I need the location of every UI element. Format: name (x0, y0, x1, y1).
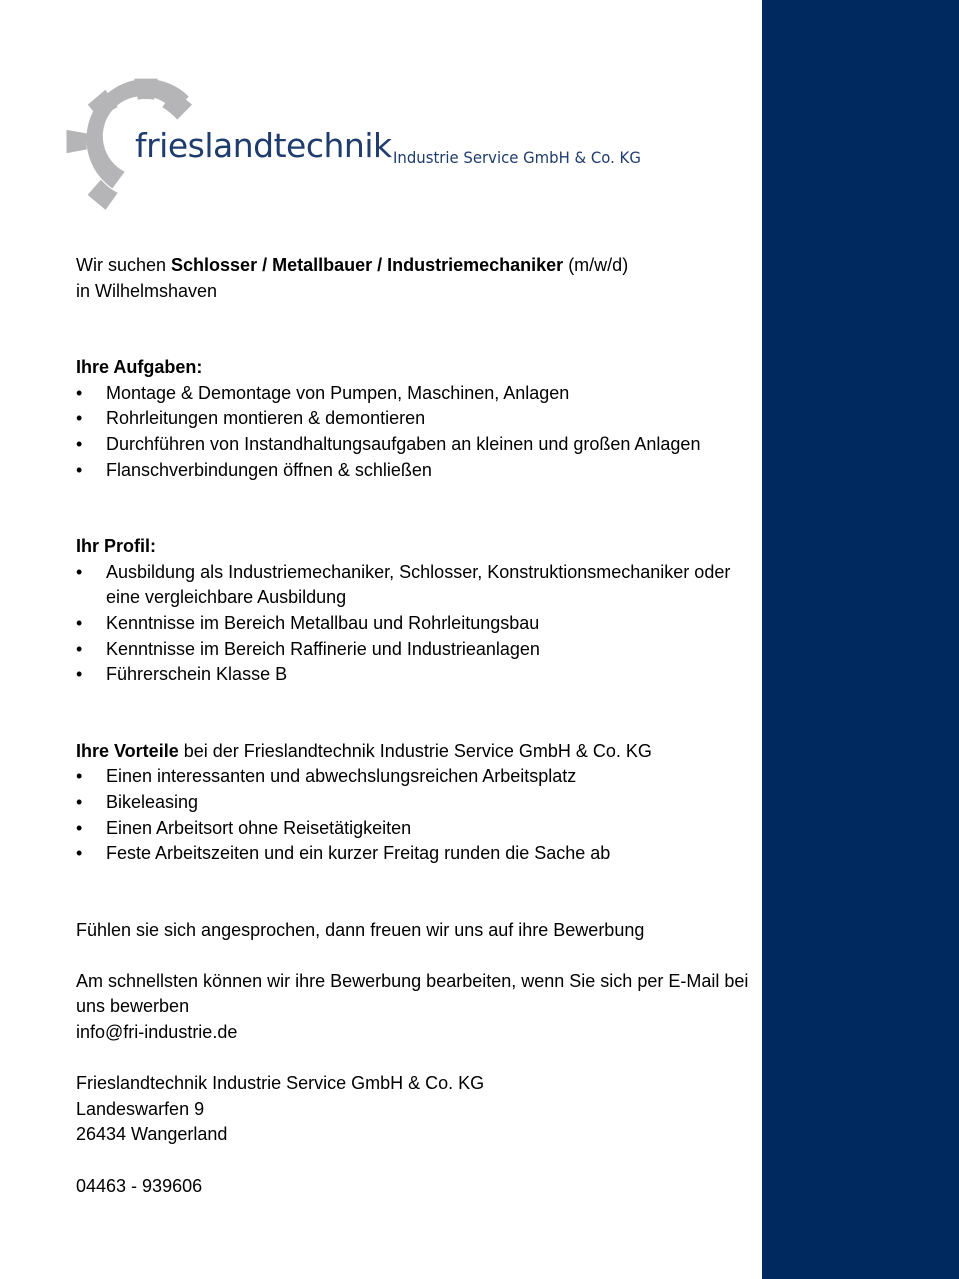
profile-heading-text: Ihr Profil: (76, 536, 156, 557)
list-item: • Rohrleitungen montieren & demontieren (76, 406, 762, 432)
blue-sidebar (762, 0, 959, 1279)
list-item: • Ausbildung als Industriemechaniker, Schlosser, Konstruktionsmechaniker oder eine vergleichbare Ausbildung (76, 560, 762, 611)
tasks-heading (76, 355, 762, 381)
benefits-heading-rest: bei der Frieslandtechnik Industrie Service GmbH & Co. KG (178, 740, 652, 761)
list-item: • Kenntnisse im Bereich Metallbau und Rohrleitungsbau (76, 611, 762, 637)
logo-wordmark: frieslandtechnik (135, 126, 392, 165)
intro-suffix: (m/w/d) (563, 255, 629, 275)
company-logo (66, 64, 666, 214)
job-location: in Wilhelmshaven (76, 280, 218, 301)
application-note: Am schnellsten können wir ihre Bewerbung bearbeiten, wenn Sie sich per E-Mail bei uns bewerben (76, 970, 749, 1017)
contact-email: info@fri-industrie.de (76, 1022, 238, 1043)
list-item: • Kenntnisse im Bereich Raffinerie und Industrieanlagen (76, 637, 762, 663)
benefits-heading (76, 739, 762, 765)
list-item: • Durchführen von Instandhaltungsaufgaben an kleinen und großen Anlagen (76, 432, 762, 458)
list-item: • Feste Arbeitszeiten und ein kurzer Freitag runden die Sache ab (76, 841, 762, 867)
logo-subtitle: Industrie Service GmbH & Co. KG (393, 148, 641, 167)
tasks-heading-text: Ihre Aufgaben: (76, 357, 203, 378)
list-item: • Einen Arbeitsort ohne Reisetätigkeiten (76, 816, 762, 842)
contact-phone: 04463 - 939606 (76, 1175, 203, 1196)
job-title: Schlosser / Metallbauer / Industriemechaniker (171, 255, 564, 275)
profile-list (76, 560, 762, 688)
closing-line: Fühlen sie sich angesprochen, dann freuen wir uns auf ihre Bewerbung (76, 919, 645, 940)
job-posting (76, 253, 762, 1199)
contact-street: Landeswarfen 9 (76, 1098, 205, 1119)
intro-prefix: Wir suchen (76, 255, 172, 275)
list-item: • Einen interessanten und abwechslungsreichen Arbeitsplatz (76, 764, 762, 790)
profile-heading (76, 534, 762, 560)
contact-company: Frieslandtechnik Industrie Service GmbH & Co. KG (76, 1073, 485, 1094)
benefits-list (76, 764, 762, 866)
list-item: • Führerschein Klasse B (76, 662, 762, 688)
intro-line (76, 253, 762, 279)
contact-city: 26434 Wangerland (76, 1124, 228, 1145)
benefits-heading-bold: Ihre Vorteile (76, 740, 179, 761)
tasks-list (76, 381, 762, 483)
list-item: • Bikeleasing (76, 790, 762, 816)
list-item: • Flanschverbindungen öffnen & schließen (76, 458, 762, 484)
list-item: • Montage & Demontage von Pumpen, Maschinen, Anlagen (76, 381, 762, 407)
